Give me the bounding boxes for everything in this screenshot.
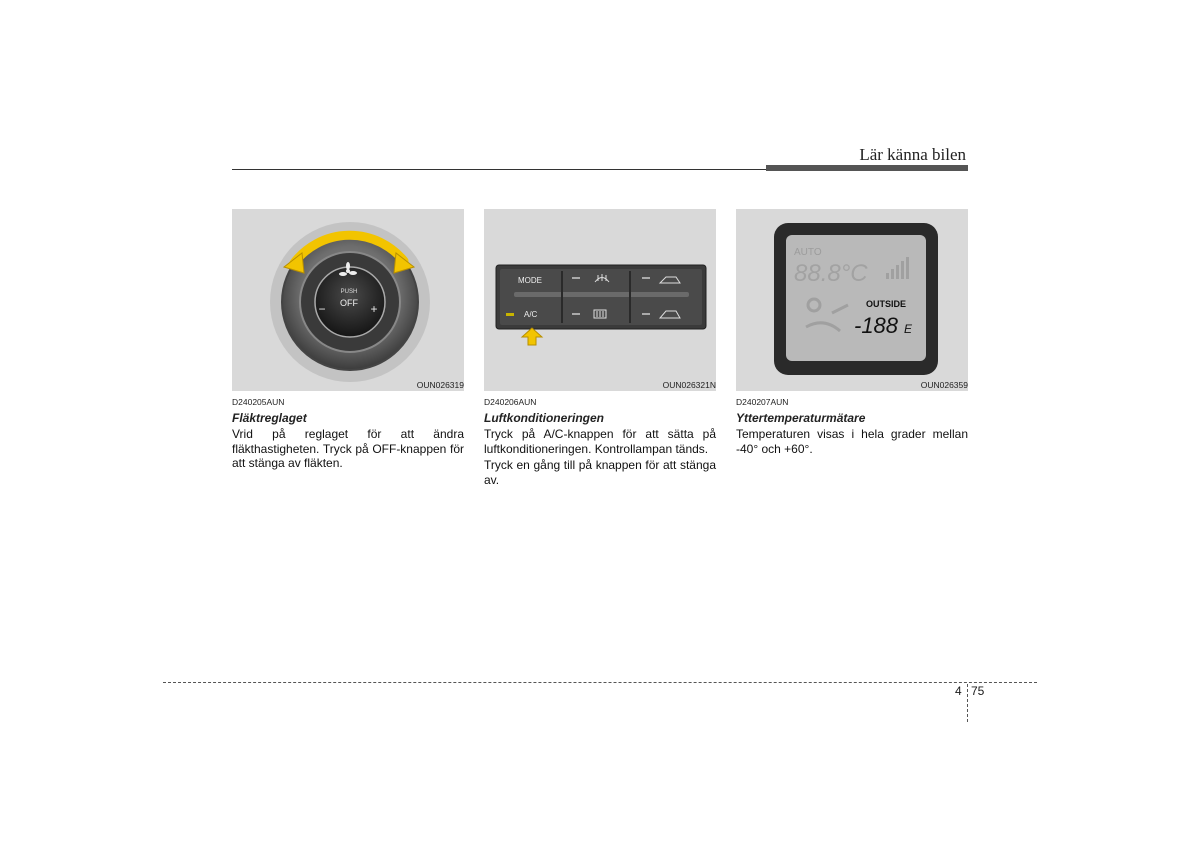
section-air-conditioning <box>484 209 716 487</box>
paragraph: Tryck på A/C-knappen för att sätta på luftkonditioneringen. Kontrollampan tänds. <box>484 427 716 456</box>
section-fan-control <box>232 209 464 471</box>
cabin-temp: 88.8°C <box>794 260 868 287</box>
auto-label: AUTO <box>794 247 822 258</box>
plus-label: + <box>370 302 378 316</box>
figure-code: OUN026319 <box>416 380 464 390</box>
figure-code: OUN026321N <box>662 380 716 390</box>
display-photo <box>736 209 968 391</box>
mode-button: MODE <box>518 276 542 285</box>
arrow-icon <box>522 328 542 345</box>
minus-label: − <box>318 302 326 316</box>
ac-panel-illustration <box>484 209 716 391</box>
outside-label: OUTSIDE <box>866 299 907 309</box>
section-title: Yttertemperaturmätare <box>736 411 866 425</box>
section-title: Fläktreglaget <box>232 411 307 425</box>
paragraph: Tryck en gång till på knappen för att stänga av. <box>484 458 716 487</box>
header-rule <box>232 169 766 170</box>
header-bar <box>766 165 968 171</box>
ac-button: A/C <box>524 310 538 319</box>
fan-knob-illustration <box>232 209 464 391</box>
paragraph: Vrid på reglaget för att ändra fläkthastigheten. Tryck på OFF-knappen för att stänga av fläkten. <box>232 427 464 470</box>
fan-knob-photo <box>232 209 464 391</box>
off-label: OFF <box>340 298 358 308</box>
section-title: Luftkonditioneringen <box>484 411 604 425</box>
section-outside-temperature <box>736 209 968 456</box>
header-title: Lär känna bilen <box>859 145 966 164</box>
temperature-display-illustration <box>736 209 968 391</box>
ac-panel-photo <box>484 209 716 391</box>
temperature-unit: E <box>904 322 913 336</box>
page-number: 75 <box>971 684 985 698</box>
footer-rule <box>163 682 1037 683</box>
ref-code: D240205AUN <box>232 397 285 407</box>
figure-code: OUN026359 <box>920 380 968 390</box>
outside-reading: -188 <box>854 313 899 338</box>
ref-code: D240206AUN <box>484 397 537 407</box>
ref-code: D240207AUN <box>736 397 789 407</box>
paragraph: Temperaturen visas i hela grader mellan -40° och +60°. <box>736 427 968 456</box>
footer-divider <box>967 684 968 722</box>
chapter-number: 4 <box>955 684 962 698</box>
push-label: PUSH <box>340 289 358 295</box>
